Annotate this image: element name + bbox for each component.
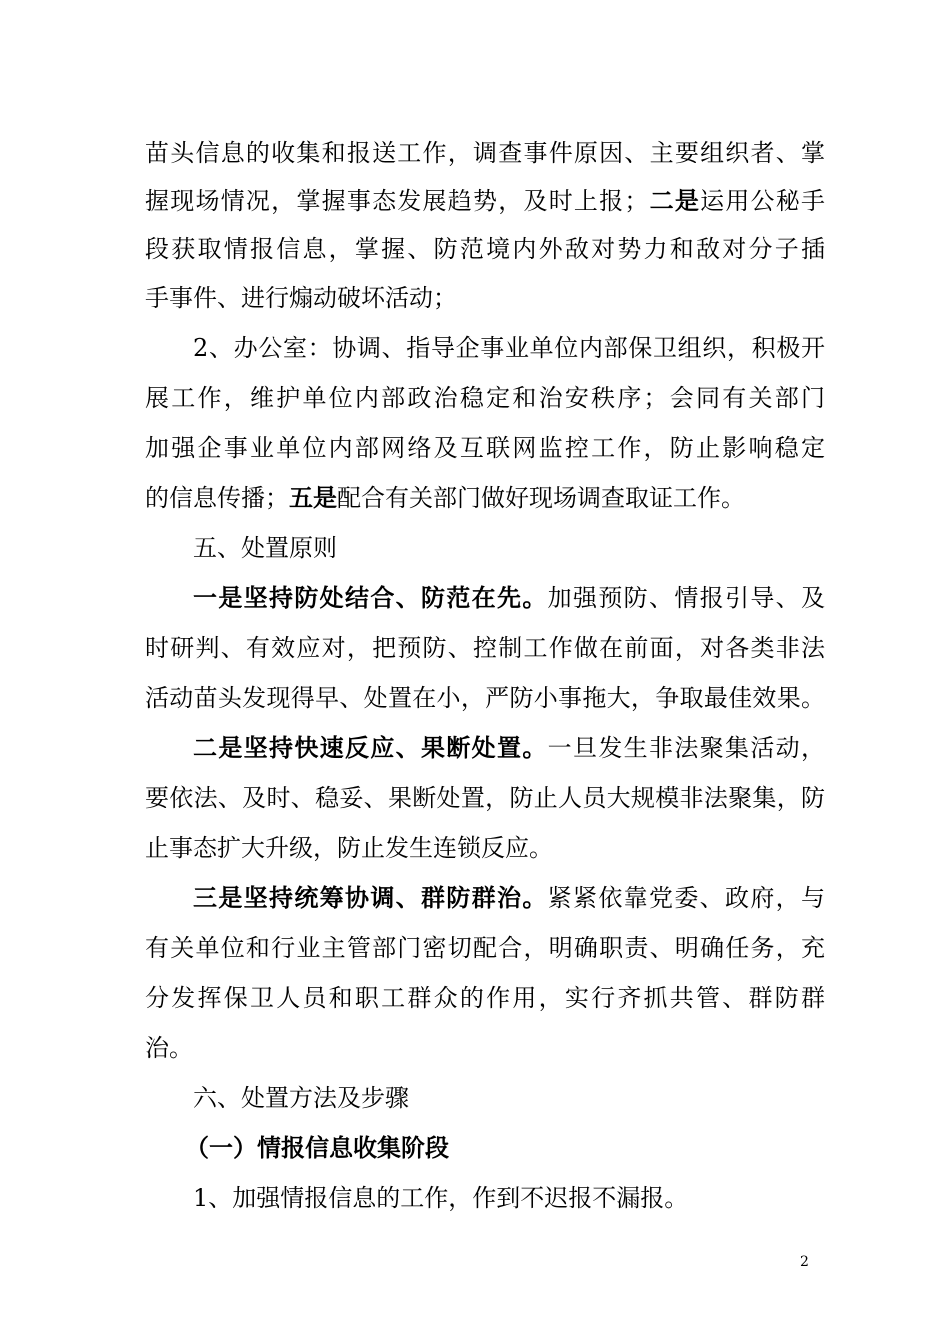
page-number: 2 bbox=[800, 1254, 809, 1270]
text-line: 要依法、及时、稳妥、果断处置，防止人员大规模非法聚集，防 bbox=[145, 784, 825, 812]
text-line: 有关单位和行业主管部门密切配合，明确职责、明确任务，充 bbox=[145, 934, 825, 962]
text-line: 2、办公室：协调、指导企事业单位内部保卫组织，积极开 bbox=[193, 334, 825, 362]
text-line: 三是坚持统筹协调、群防群治。紧紧依靠党委、政府，与 bbox=[193, 884, 826, 912]
text-line: 活动苗头发现得早、处置在小，严防小事拖大，争取最佳效果。 bbox=[145, 684, 825, 712]
section-heading: 六、处置方法及步骤 bbox=[193, 1084, 409, 1112]
text-line: 苗头信息的收集和报送工作，调查事件原因、主要组织者、掌 bbox=[145, 139, 825, 167]
bold-lead: 二是坚持快速反应、果断处置。 bbox=[193, 734, 548, 762]
text-line: 一是坚持防处结合、防范在先。加强预防、情报引导、及 bbox=[193, 584, 826, 612]
bold-lead: 三是坚持统筹协调、群防群治。 bbox=[193, 884, 548, 912]
text-line: 分发挥保卫人员和职工群众的作用，实行齐抓共管、群防群 bbox=[145, 984, 825, 1012]
bold-marker: 五是 bbox=[289, 484, 337, 512]
text-line: 止事态扩大升级，防止发生连锁反应。 bbox=[145, 834, 553, 862]
bold-marker: 二是 bbox=[648, 187, 701, 215]
text-line: 加强企事业单位内部网络及互联网监控工作，防止影响稳定 bbox=[145, 434, 825, 462]
text-line: 的信息传播；五是配合有关部门做好现场调查取证工作。 bbox=[145, 484, 745, 512]
text-line: 时研判、有效应对，把预防、控制工作做在前面，对各类非法 bbox=[145, 634, 825, 662]
text-line: 段获取情报信息，掌握、防范境内外敌对势力和敌对分子插 bbox=[145, 235, 825, 263]
text-line: 二是坚持快速反应、果断处置。一旦发生非法聚集活动， bbox=[193, 734, 826, 762]
section-heading: 五、处置原则 bbox=[193, 534, 337, 562]
text-line: 手事件、进行煽动破坏活动； bbox=[145, 284, 457, 312]
text-line: 治。 bbox=[145, 1034, 193, 1062]
text-line: 1、加强情报信息的工作，作到不迟报不漏报。 bbox=[193, 1184, 689, 1212]
bold-lead: 一是坚持防处结合、防范在先。 bbox=[193, 584, 548, 612]
text-line: 展工作，维护单位内部政治稳定和治安秩序；会同有关部门 bbox=[145, 384, 825, 412]
text-line: 握现场情况，掌握事态发展趋势，及时上报；二是运用公秘手 bbox=[145, 187, 826, 215]
subsection-heading: （一）情报信息收集阶段 bbox=[185, 1134, 449, 1162]
